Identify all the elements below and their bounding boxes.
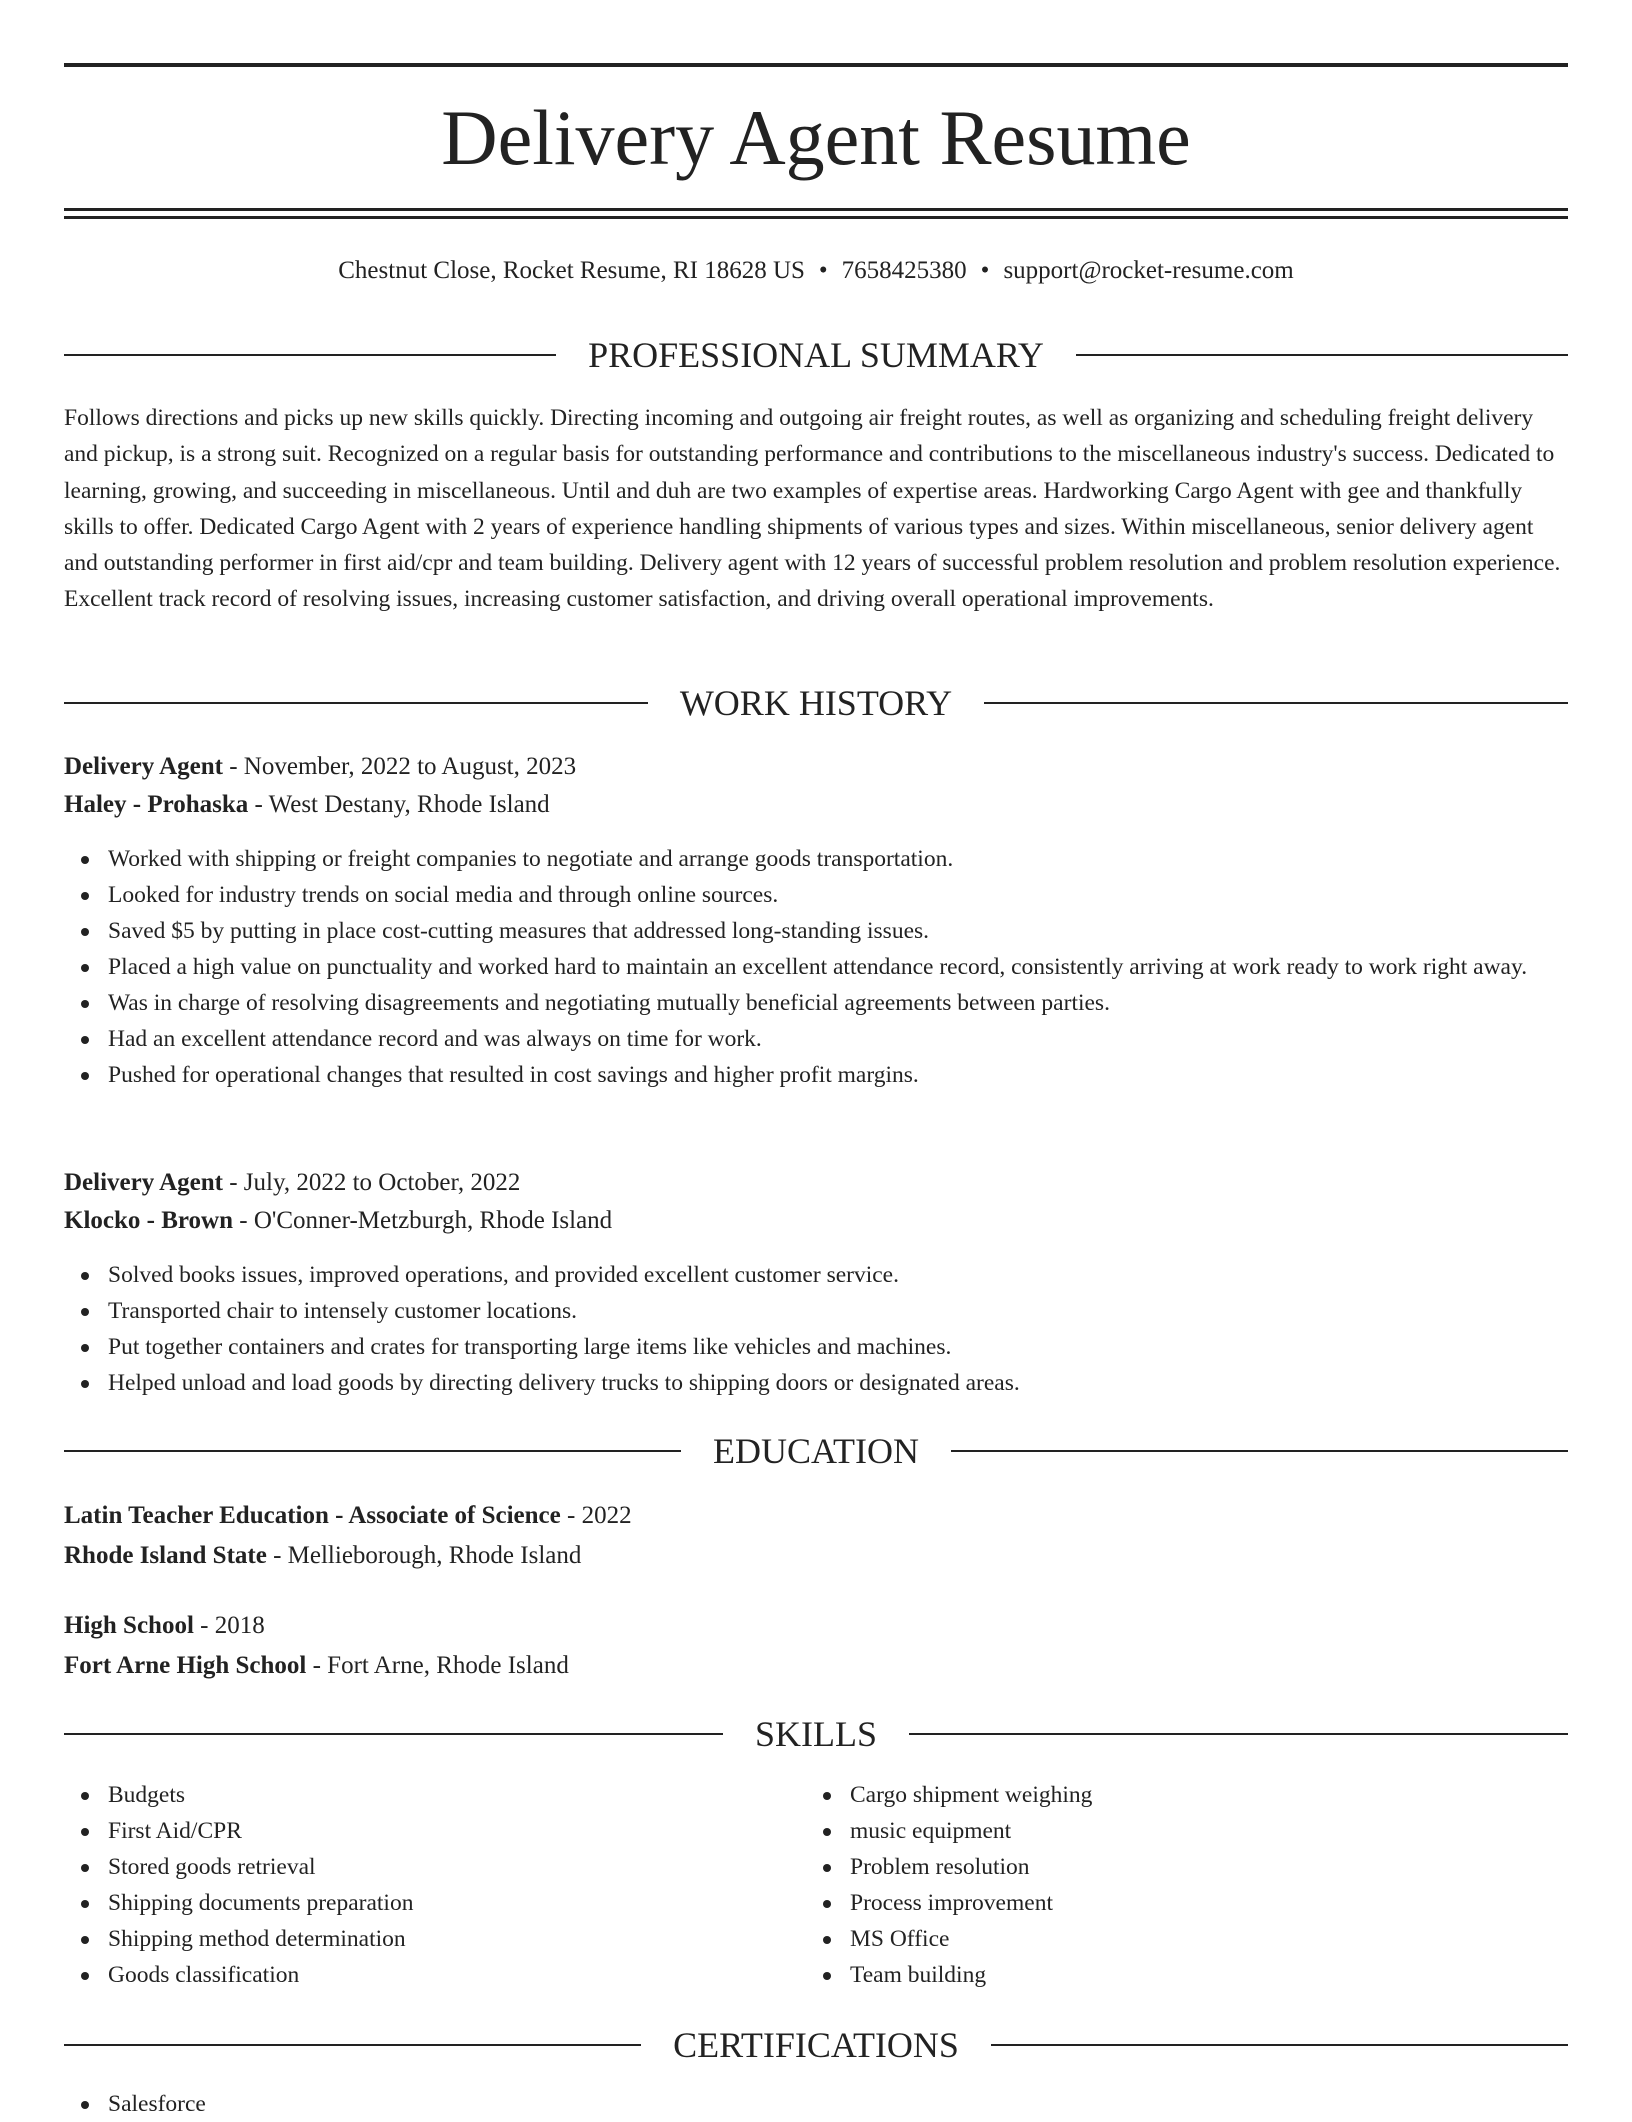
job-dates: - July, 2022 to October, 2022 bbox=[222, 1169, 521, 1196]
summary-text: Follows directions and picks up new skills quickly. Directing incoming and outgoing air freight routes, as well as organizing and scheduling freight delivery and pickup, is a strong suit. Recognized on a regular basis for outstanding performance and contributions to the miscellaneous industry's success. Dedicated to learning, growing, and succeeding in miscellaneous. Until and duh are two examples of expertise areas. Hardworking Cargo Agent with gee and thankfully skills to offer. Dedicated Cargo Agent with 2 years of experience handling shipments of various types and sizes. Within miscellaneous, senior delivery agent and outstanding performer in first aid/cpr and team building. Delivery agent with 12 years of successful problem resolution and problem resolution experience. Excellent track record of resolving issues, increasing customer satisfaction, and driving overall operational improvements. bbox=[64, 405, 1561, 613]
section-rule-left bbox=[64, 1450, 681, 1452]
skill-item: Stored goods retrieval bbox=[64, 1849, 806, 1885]
list-item: Transported chair to intensely customer locations. bbox=[64, 1293, 1568, 1329]
certifications-list bbox=[64, 2086, 1568, 2122]
job-title-row bbox=[64, 1164, 1568, 1202]
job-company: Klocko - Brown bbox=[64, 1207, 233, 1234]
job-title: Delivery Agent bbox=[64, 753, 223, 780]
section-rule-right bbox=[991, 2044, 1568, 2046]
job-dates: - November, 2022 to August, 2023 bbox=[222, 753, 577, 780]
education-school: Rhode Island State bbox=[64, 1542, 267, 1569]
job-location: - West Destany, Rhode Island bbox=[248, 791, 550, 818]
education-school: Fort Arne High School bbox=[64, 1652, 307, 1679]
contact-separator: • bbox=[818, 257, 828, 284]
list-item: Saved $5 by putting in place cost-cutting measures that addressed long-standing issues. bbox=[64, 913, 1568, 949]
section-rule-right bbox=[1076, 354, 1568, 356]
header-top-rule bbox=[64, 63, 1568, 67]
section-header-work bbox=[64, 683, 1568, 723]
list-item: Pushed for operational changes that resulted in cost savings and higher profit margins. bbox=[64, 1057, 1568, 1093]
contact-separator: • bbox=[980, 257, 990, 284]
skill-item: Team building bbox=[806, 1957, 1568, 1993]
section-rule-left bbox=[64, 702, 648, 704]
education-degree: High School bbox=[64, 1612, 194, 1639]
section-rule-right bbox=[984, 702, 1568, 704]
list-item: Worked with shipping or freight companies to negotiate and arrange goods transportation. bbox=[64, 841, 1568, 877]
section-rule-left bbox=[64, 354, 556, 356]
education-location: - Mellieborough, Rhode Island bbox=[266, 1542, 582, 1569]
skill-item: Cargo shipment weighing bbox=[806, 1777, 1568, 1813]
job-2-bullets bbox=[64, 1257, 1568, 1401]
education-location: - Fort Arne, Rhode Island bbox=[306, 1652, 569, 1679]
education-year: - 2022 bbox=[560, 1502, 632, 1529]
education-entry-1 bbox=[64, 1496, 1568, 1576]
job-company-row bbox=[64, 1202, 1568, 1240]
skill-item: Shipping method determination bbox=[64, 1921, 806, 1957]
contact-phone: 7658425380 bbox=[841, 257, 967, 284]
skills-list-right bbox=[806, 1777, 1568, 1993]
education-school-row bbox=[64, 1536, 1568, 1576]
skill-item: Shipping documents preparation bbox=[64, 1885, 806, 1921]
list-item: Had an excellent attendance record and was always on time for work. bbox=[64, 1021, 1568, 1057]
education-year: - 2018 bbox=[193, 1612, 265, 1639]
section-title-education: EDUCATION bbox=[713, 1431, 919, 1471]
section-rule-right bbox=[951, 1450, 1568, 1452]
education-school-row bbox=[64, 1646, 1568, 1686]
job-title-row bbox=[64, 748, 1568, 786]
job-entry-1-header bbox=[64, 748, 1568, 824]
section-title-summary: PROFESSIONAL SUMMARY bbox=[588, 335, 1044, 375]
contact-address: Chestnut Close, Rocket Resume, RI 18628 US bbox=[338, 257, 805, 284]
certification-item: Salesforce bbox=[64, 2086, 1568, 2122]
list-item: Looked for industry trends on social media and through online sources. bbox=[64, 877, 1568, 913]
list-item: Put together containers and crates for transporting large items like vehicles and machines. bbox=[64, 1329, 1568, 1365]
skill-item: MS Office bbox=[806, 1921, 1568, 1957]
contact-email: support@rocket-resume.com bbox=[1003, 257, 1294, 284]
section-header-summary bbox=[64, 335, 1568, 375]
education-degree-row bbox=[64, 1496, 1568, 1536]
job-title: Delivery Agent bbox=[64, 1169, 223, 1196]
section-title-skills: SKILLS bbox=[755, 1714, 878, 1754]
list-item: Placed a high value on punctuality and worked hard to maintain an excellent attendance record, consistently arriving at work ready to work right away. bbox=[64, 949, 1568, 985]
education-entry-2 bbox=[64, 1606, 1568, 1686]
section-title-certifications: CERTIFICATIONS bbox=[673, 2025, 959, 2065]
job-company-row bbox=[64, 786, 1568, 824]
section-header-skills bbox=[64, 1714, 1568, 1754]
skills-list-left bbox=[64, 1777, 806, 1993]
resume-title: Delivery Agent Resume bbox=[441, 94, 1191, 181]
header-double-rule-lower bbox=[64, 216, 1568, 219]
job-entry-2-header bbox=[64, 1164, 1568, 1240]
skill-item: Process improvement bbox=[806, 1885, 1568, 1921]
section-rule-left bbox=[64, 2044, 641, 2046]
education-degree-row bbox=[64, 1606, 1568, 1646]
list-item: Was in charge of resolving disagreements and negotiating mutually beneficial agreements between parties. bbox=[64, 985, 1568, 1021]
skill-item: First Aid/CPR bbox=[64, 1813, 806, 1849]
section-rule-right bbox=[909, 1733, 1568, 1735]
list-item: Solved books issues, improved operations, and provided excellent customer service. bbox=[64, 1257, 1568, 1293]
section-header-education bbox=[64, 1431, 1568, 1471]
skill-item: Problem resolution bbox=[806, 1849, 1568, 1885]
section-title-work: WORK HISTORY bbox=[679, 683, 953, 723]
section-header-certifications bbox=[64, 2025, 1568, 2065]
job-location: - O'Conner-Metzburgh, Rhode Island bbox=[233, 1207, 613, 1234]
skill-item: music equipment bbox=[806, 1813, 1568, 1849]
contact-line bbox=[64, 255, 1568, 287]
skill-item: Goods classification bbox=[64, 1957, 806, 1993]
list-item: Helped unload and load goods by directing delivery trucks to shipping doors or designated areas. bbox=[64, 1365, 1568, 1401]
job-1-bullets bbox=[64, 841, 1568, 1093]
education-degree: Latin Teacher Education - Associate of Science bbox=[64, 1502, 561, 1529]
section-rule-left bbox=[64, 1733, 723, 1735]
header-double-rule-upper bbox=[64, 208, 1568, 211]
job-company: Haley - Prohaska bbox=[64, 791, 249, 818]
skill-item: Budgets bbox=[64, 1777, 806, 1813]
